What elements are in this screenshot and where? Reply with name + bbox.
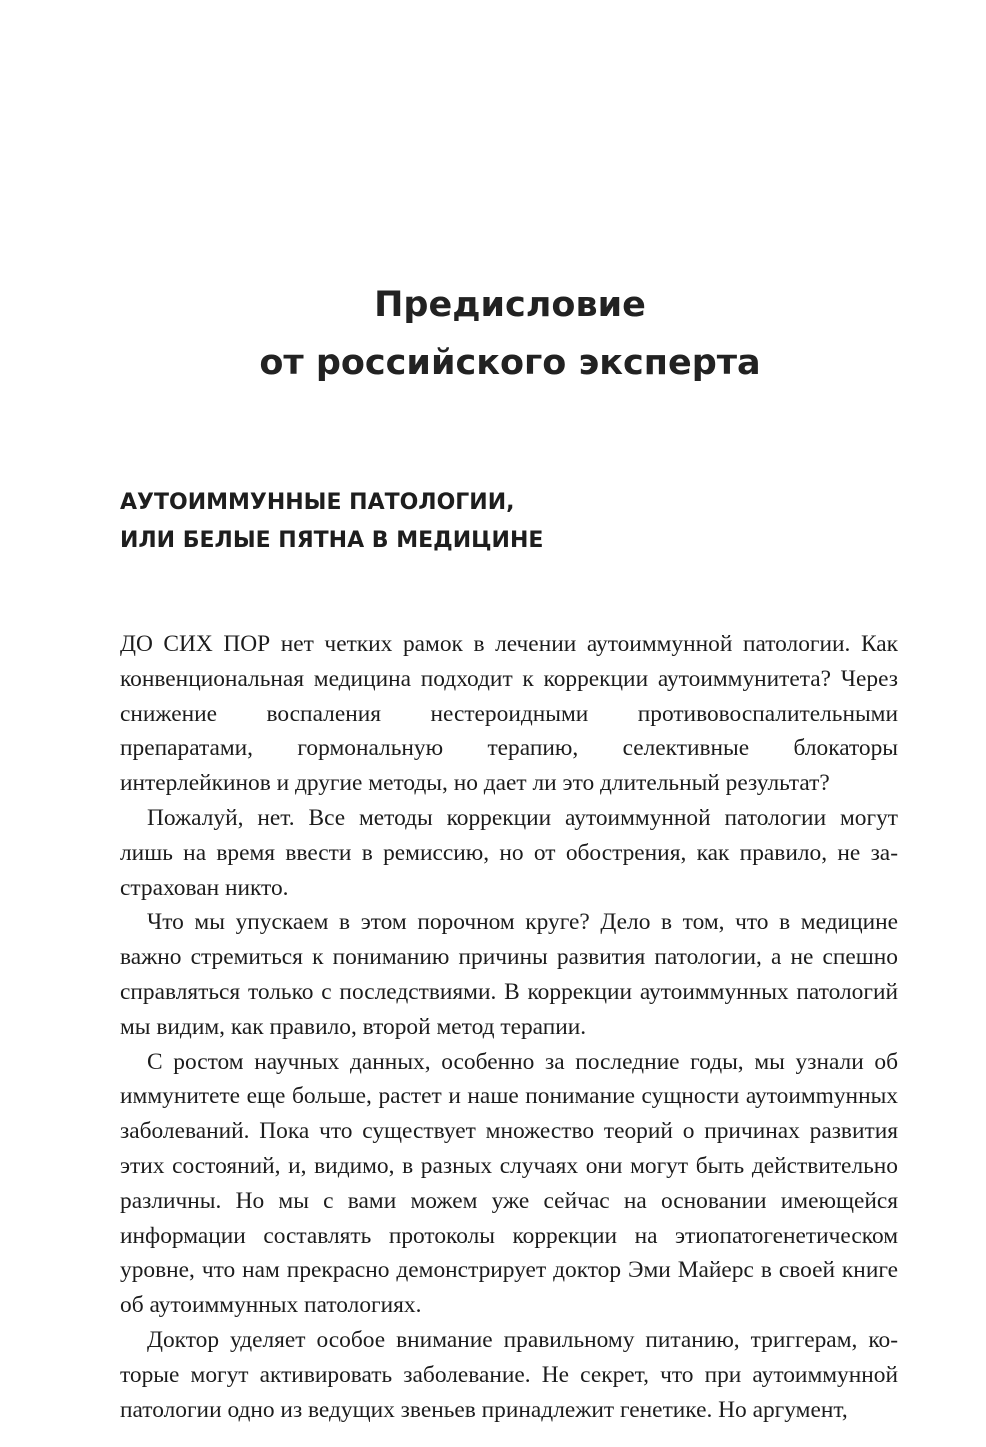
paragraph-1: ДО СИХ ПОР нет четких рамок в лечении аутоиммунной патологии. Как конвенциональная медицина подходит к коррекции аутоиммунитета? Через снижение воспаления нестероидными противовоспалительными препаратами, гормональную терапию, селективные блокаторы интерлейкинов и другие методы, но дает ли это длительный результат? [120, 631, 898, 797]
body-text [120, 627, 898, 1427]
chapter-title-line-1: Предисловие [374, 285, 646, 325]
section-title [120, 484, 900, 560]
section-title-line-2: ИЛИ БЕЛЫЕ ПЯТНА В МЕДИЦИНЕ [120, 528, 544, 553]
chapter-title-line-2: от российского эксперта [259, 343, 761, 383]
chapter-title [120, 276, 900, 392]
paragraph-3: Что мы упускаем в этом порочном круге? Дело в том, что в медицине важно стремиться к пониманию причины развития патологии, а не спешно справляться только с последствиями. В коррекции аутоиммунных патологий мы видим, как правило, второй метод терапии. [120, 909, 898, 1040]
paragraph-4: С ростом научных данных, особенно за последние годы, мы узнали об иммунитете еще больше, растет и наше понимание сущности аутоимmунных заболеваний. Пока что существует множество теорий о причинах развития этих состояний, и, видимо, в разных случаях они могут быть действительно различны. Но мы с вами можем уже сейчас на основании имеющейся информации составлять протоколы коррекции на этиопатогенетическом уровне, что нам прекрасно демонстрирует доктор Эми Майерс в своей книге об аутоиммунных патологиях. [120, 1048, 898, 1319]
paragraph-5: Доктор уделяет особое внимание правильному питанию, триггерам, которые могут активировать заболевание. Не секрет, что при аутоиммунной патологии одно из ведущих звеньев принадлежит генетике. Но аргумент, [120, 1326, 898, 1423]
paragraph-2: Пожалуй, нет. Все методы коррекции аутоиммунной патологии могут лишь на время ввести в ремиссию, но от обострения, как правило, не застрахован никто. [120, 804, 898, 901]
section-title-line-1: АУТОИММУННЫЕ ПАТОЛОГИИ, [120, 490, 515, 515]
